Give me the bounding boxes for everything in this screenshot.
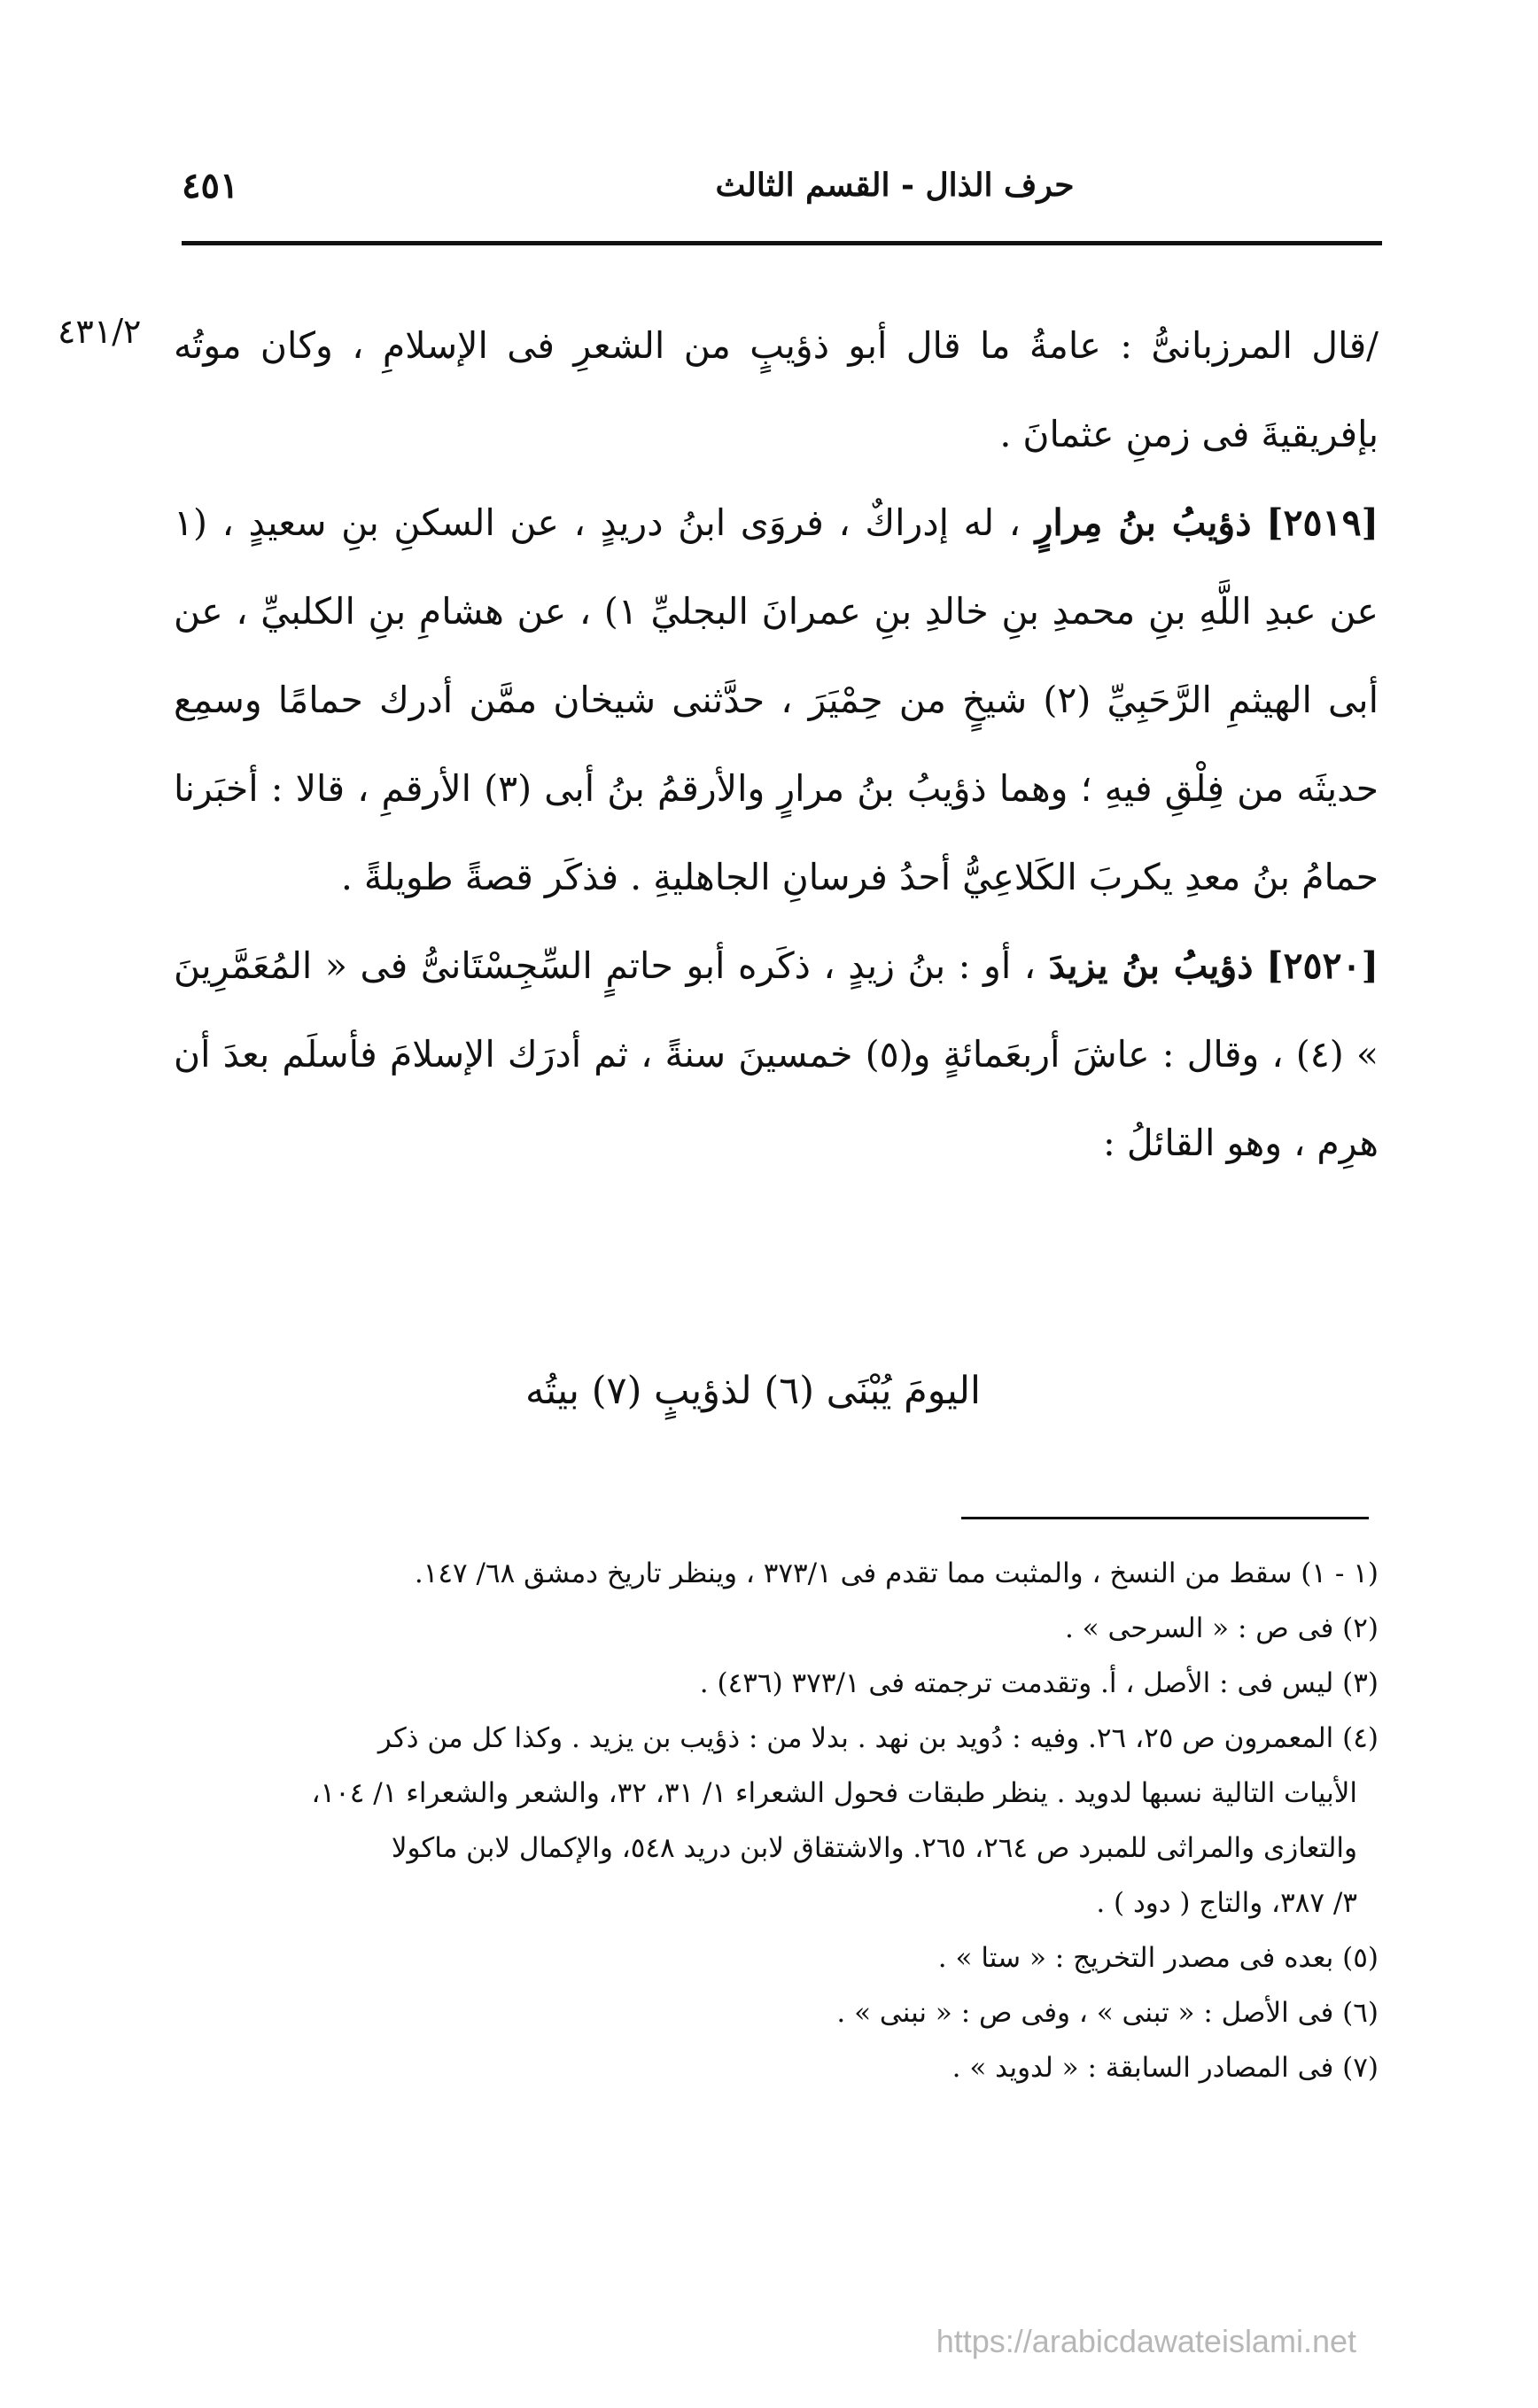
entry-name: ذؤيبُ بنُ مِرارٍ — [1035, 501, 1252, 544]
footnote-continuation: الأبيات التالية نسبها لدويد . ينظر طبقات فحول الشعراء ١/ ٣١، ٣٢، والشعر والشعراء ١/ ١٠٤، — [311, 1777, 1357, 1809]
main-text — [174, 301, 1379, 1187]
entry-2520 — [174, 921, 1379, 1187]
margin-reference: ٤٣١/٢ — [58, 312, 142, 351]
footnote: (٣) ليس فى : الأصل ، أ. وتقدمت ترجمته فى ٣٧٣/١ (٤٣٦) . — [699, 1667, 1379, 1699]
footnote: (٢) فى ص : « السرحى » . — [1064, 1612, 1379, 1644]
entry-text: ، له إدراكٌ ، فروَى ابنُ دريدٍ ، عن السكنِ بنِ سعيدٍ ، (١ عن عبدِ اللَّهِ بنِ محمدِ بنِ خالدِ بنِ عمرانَ البجليِّ ١) ، عن هشامِ بنِ الكلبيِّ ، عن أبى الهيثمِ الرَّحَبِيِّ (٢) شيخٍ من حِمْيَرَ ، حدَّثنى شيخان ممَّن أدرك حمامًا وسمِع حديثَه من فِلْقِ فيهِ ؛ وهما ذؤيبُ بنُ مرارٍ والأرقمُ بنُ أبى (٣) الأرقمِ ، قالا : أخبَرنا حمامُ بنُ معدِ يكربَ الكَلاعِيُّ أحدُ فرسانِ الجاهليةِ . فذكَر قصةً طويلةً . — [174, 501, 1379, 898]
footnote-continuation: والتعازى والمراثى للمبرد ص ٢٦٤، ٢٦٥. والاشتقاق لابن دريد ٥٤٨، والإكمال لابن ماكولا — [391, 1832, 1357, 1864]
watermark-url: https://arabicdawateislami.net — [936, 2323, 1356, 2359]
intro-paragraph: /قال المرزبانىُّ : عامةُ ما قال أبو ذؤيبٍ من الشعرِ فى الإسلامِ ، وكان موتُه بإفريقيةَ فى زمنِ عثمانَ . — [174, 324, 1379, 455]
footnote: (٤) المعمرون ص ٢٥، ٢٦. وفيه : دُويد بن نهد . بدلا من : ذؤيب بن يزيد . وكذا كل من ذكر — [377, 1722, 1379, 1754]
footnote-rule — [961, 1517, 1369, 1519]
running-title: حرف الذال - القسم الثالث — [715, 167, 1075, 204]
entry-2519 — [174, 478, 1379, 921]
footnotes — [174, 1546, 1379, 2095]
footnote-continuation: ٣/ ٣٨٧، والتاج ( دود ) . — [1096, 1887, 1357, 1919]
footnote: (٥) بعده فى مصدر التخريج : « ستا » . — [937, 1942, 1379, 1974]
page-header — [182, 158, 1382, 229]
footnote: (١ - ١) سقط من النسخ ، والمثبت مما تقدم فى ٣٧٣/١ ، وينظر تاريخ دمشق ٦٨/ ١٤٧. — [414, 1557, 1379, 1589]
footnote: (٦) فى الأصل : « تبنى » ، وفى ص : « نبنى » . — [836, 1997, 1379, 2029]
page-number: ٤٥١ — [182, 165, 239, 206]
entry-number: [٢٥١٩] — [1266, 501, 1379, 544]
header-rule — [182, 241, 1382, 245]
entry-number: [٢٥٢٠] — [1266, 944, 1379, 987]
entry-name: ذؤيبُ بنُ يزيدَ — [1048, 944, 1254, 987]
entry-text: ، أو : بنُ زيدٍ ، ذكَره أبو حاتمٍ السِّجِسْتَانىُّ فى « المُعَمَّرِينَ » (٤) ، وقال : عاشَ أربعَمائةٍ و(٥) خمسينَ سنةً ، ثم أدرَك الإسلامَ فأسلَم بعدَ أن هرِم ، وهو القائلُ : — [174, 944, 1379, 1164]
poem-verse: اليومَ يُبْنَى (٦) لذؤيبٍ (٧) بيتُه — [525, 1369, 981, 1413]
footnote: (٧) فى المصادر السابقة : « لدويد » . — [952, 2052, 1379, 2084]
